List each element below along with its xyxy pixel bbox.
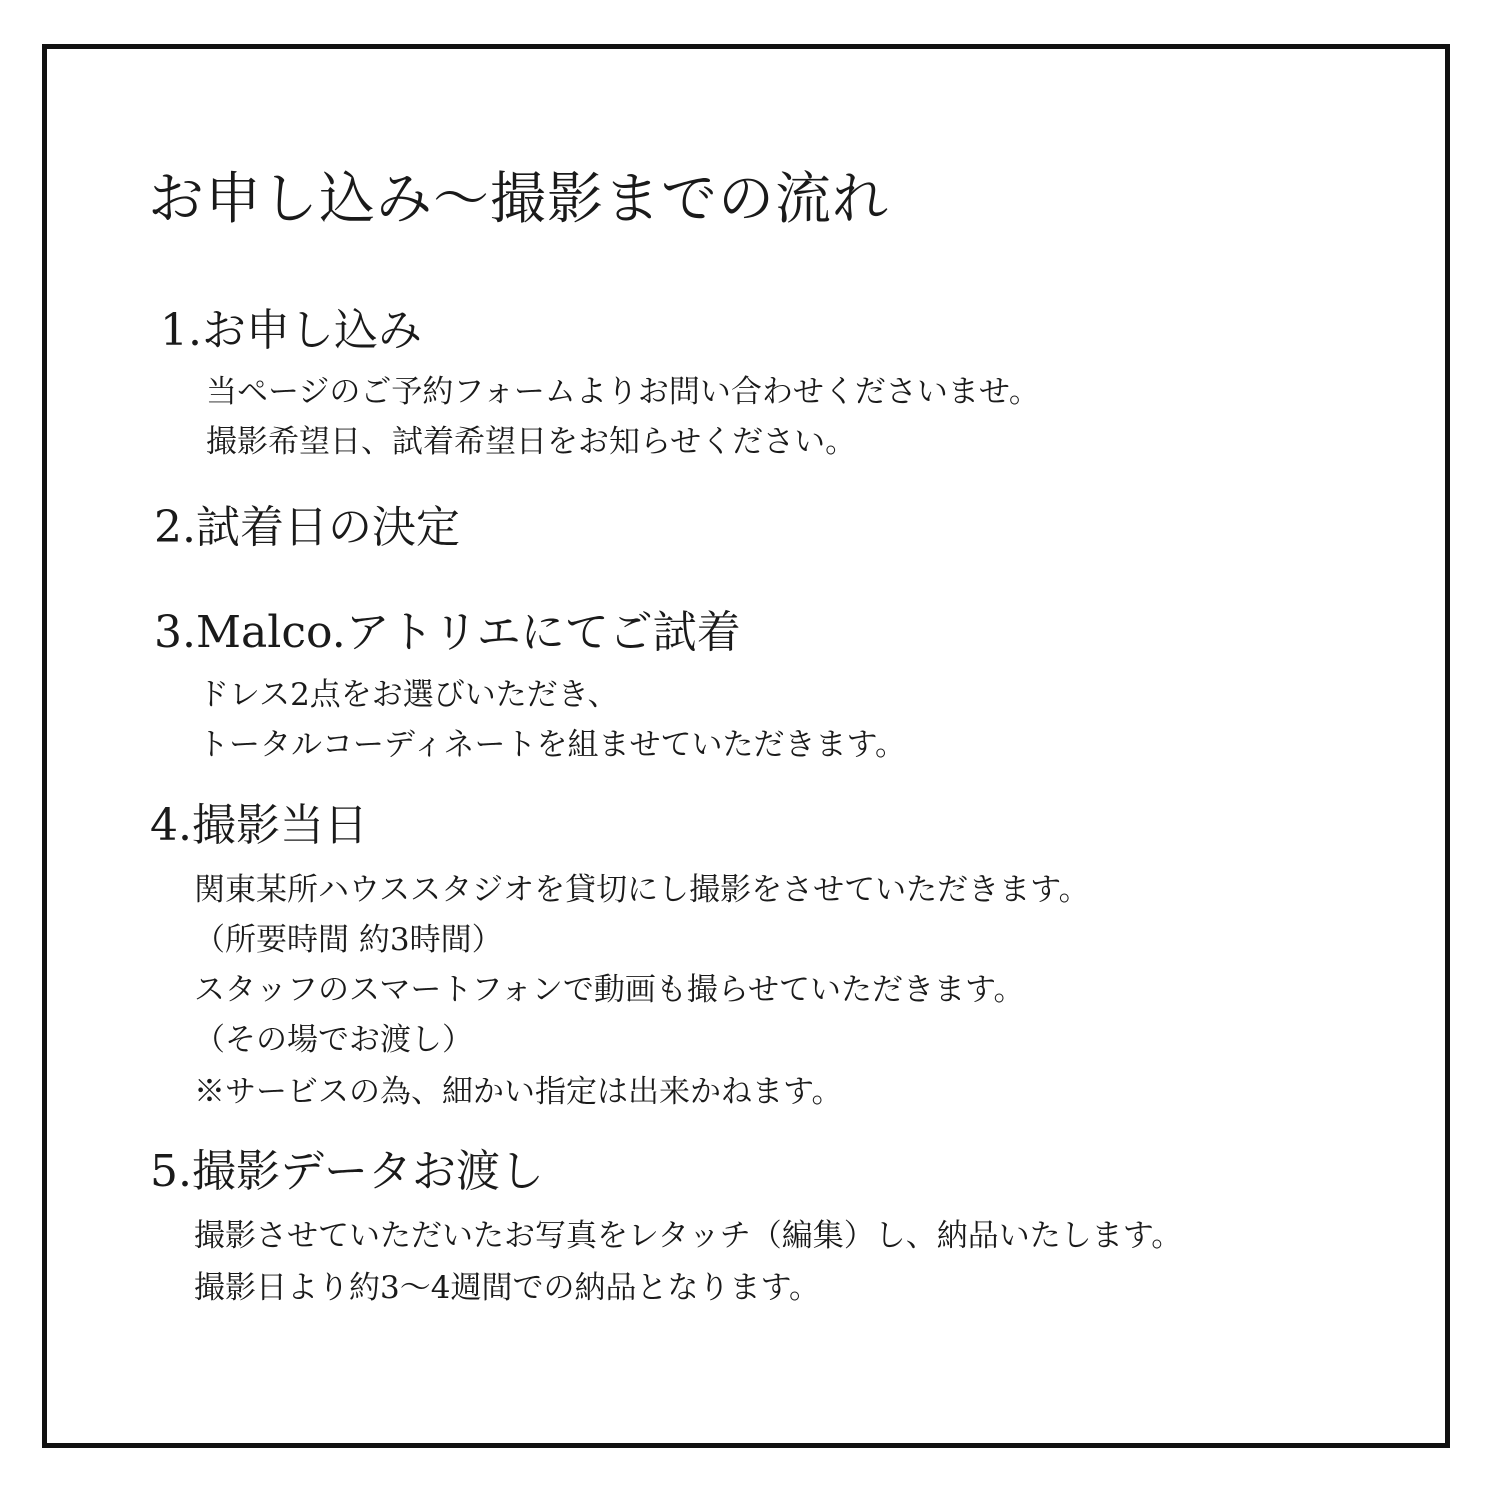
- step-3-line-2: トータルコーディネートを組ませていただきます。: [198, 727, 907, 763]
- step-4-line-3: スタッフのスマートフォンで動画も撮らせていただきます。: [194, 972, 1025, 1008]
- page-title: お申し込み〜撮影までの流れ: [148, 167, 889, 232]
- step-4-line-2: （所要時間 約3時間）: [194, 922, 503, 958]
- step-3-line-1: ドレス2点をお選びいただき、: [198, 677, 619, 713]
- step-3-heading: 3.Malco.アトリエにてご試着: [154, 607, 741, 658]
- step-5-line-1: 撮影させていただいたお写真をレタッチ（編集）し、納品いたします。: [194, 1218, 1183, 1254]
- step-1-line-1: 当ページのご予約フォームよりお問い合わせくださいませ。: [206, 374, 1040, 410]
- step-2-heading: 2.試着日の決定: [154, 502, 460, 553]
- step-1-heading: 1.お申し込み: [160, 305, 422, 356]
- step-5-line-2: 撮影日より約3〜4週間での納品となります。: [194, 1270, 820, 1306]
- step-4-line-5: ※サービスの為、細かい指定は出来かねます。: [194, 1074, 843, 1110]
- step-4-heading: 4.撮影当日: [150, 800, 368, 851]
- step-4-line-4: （その場でお渡し）: [194, 1022, 473, 1058]
- step-1-line-2: 撮影希望日、試着希望日をお知らせください。: [206, 424, 857, 460]
- step-4-line-1: 関東某所ハウススタジオを貸切にし撮影をさせていただきます。: [194, 872, 1090, 908]
- step-5-heading: 5.撮影データお渡し: [150, 1146, 544, 1197]
